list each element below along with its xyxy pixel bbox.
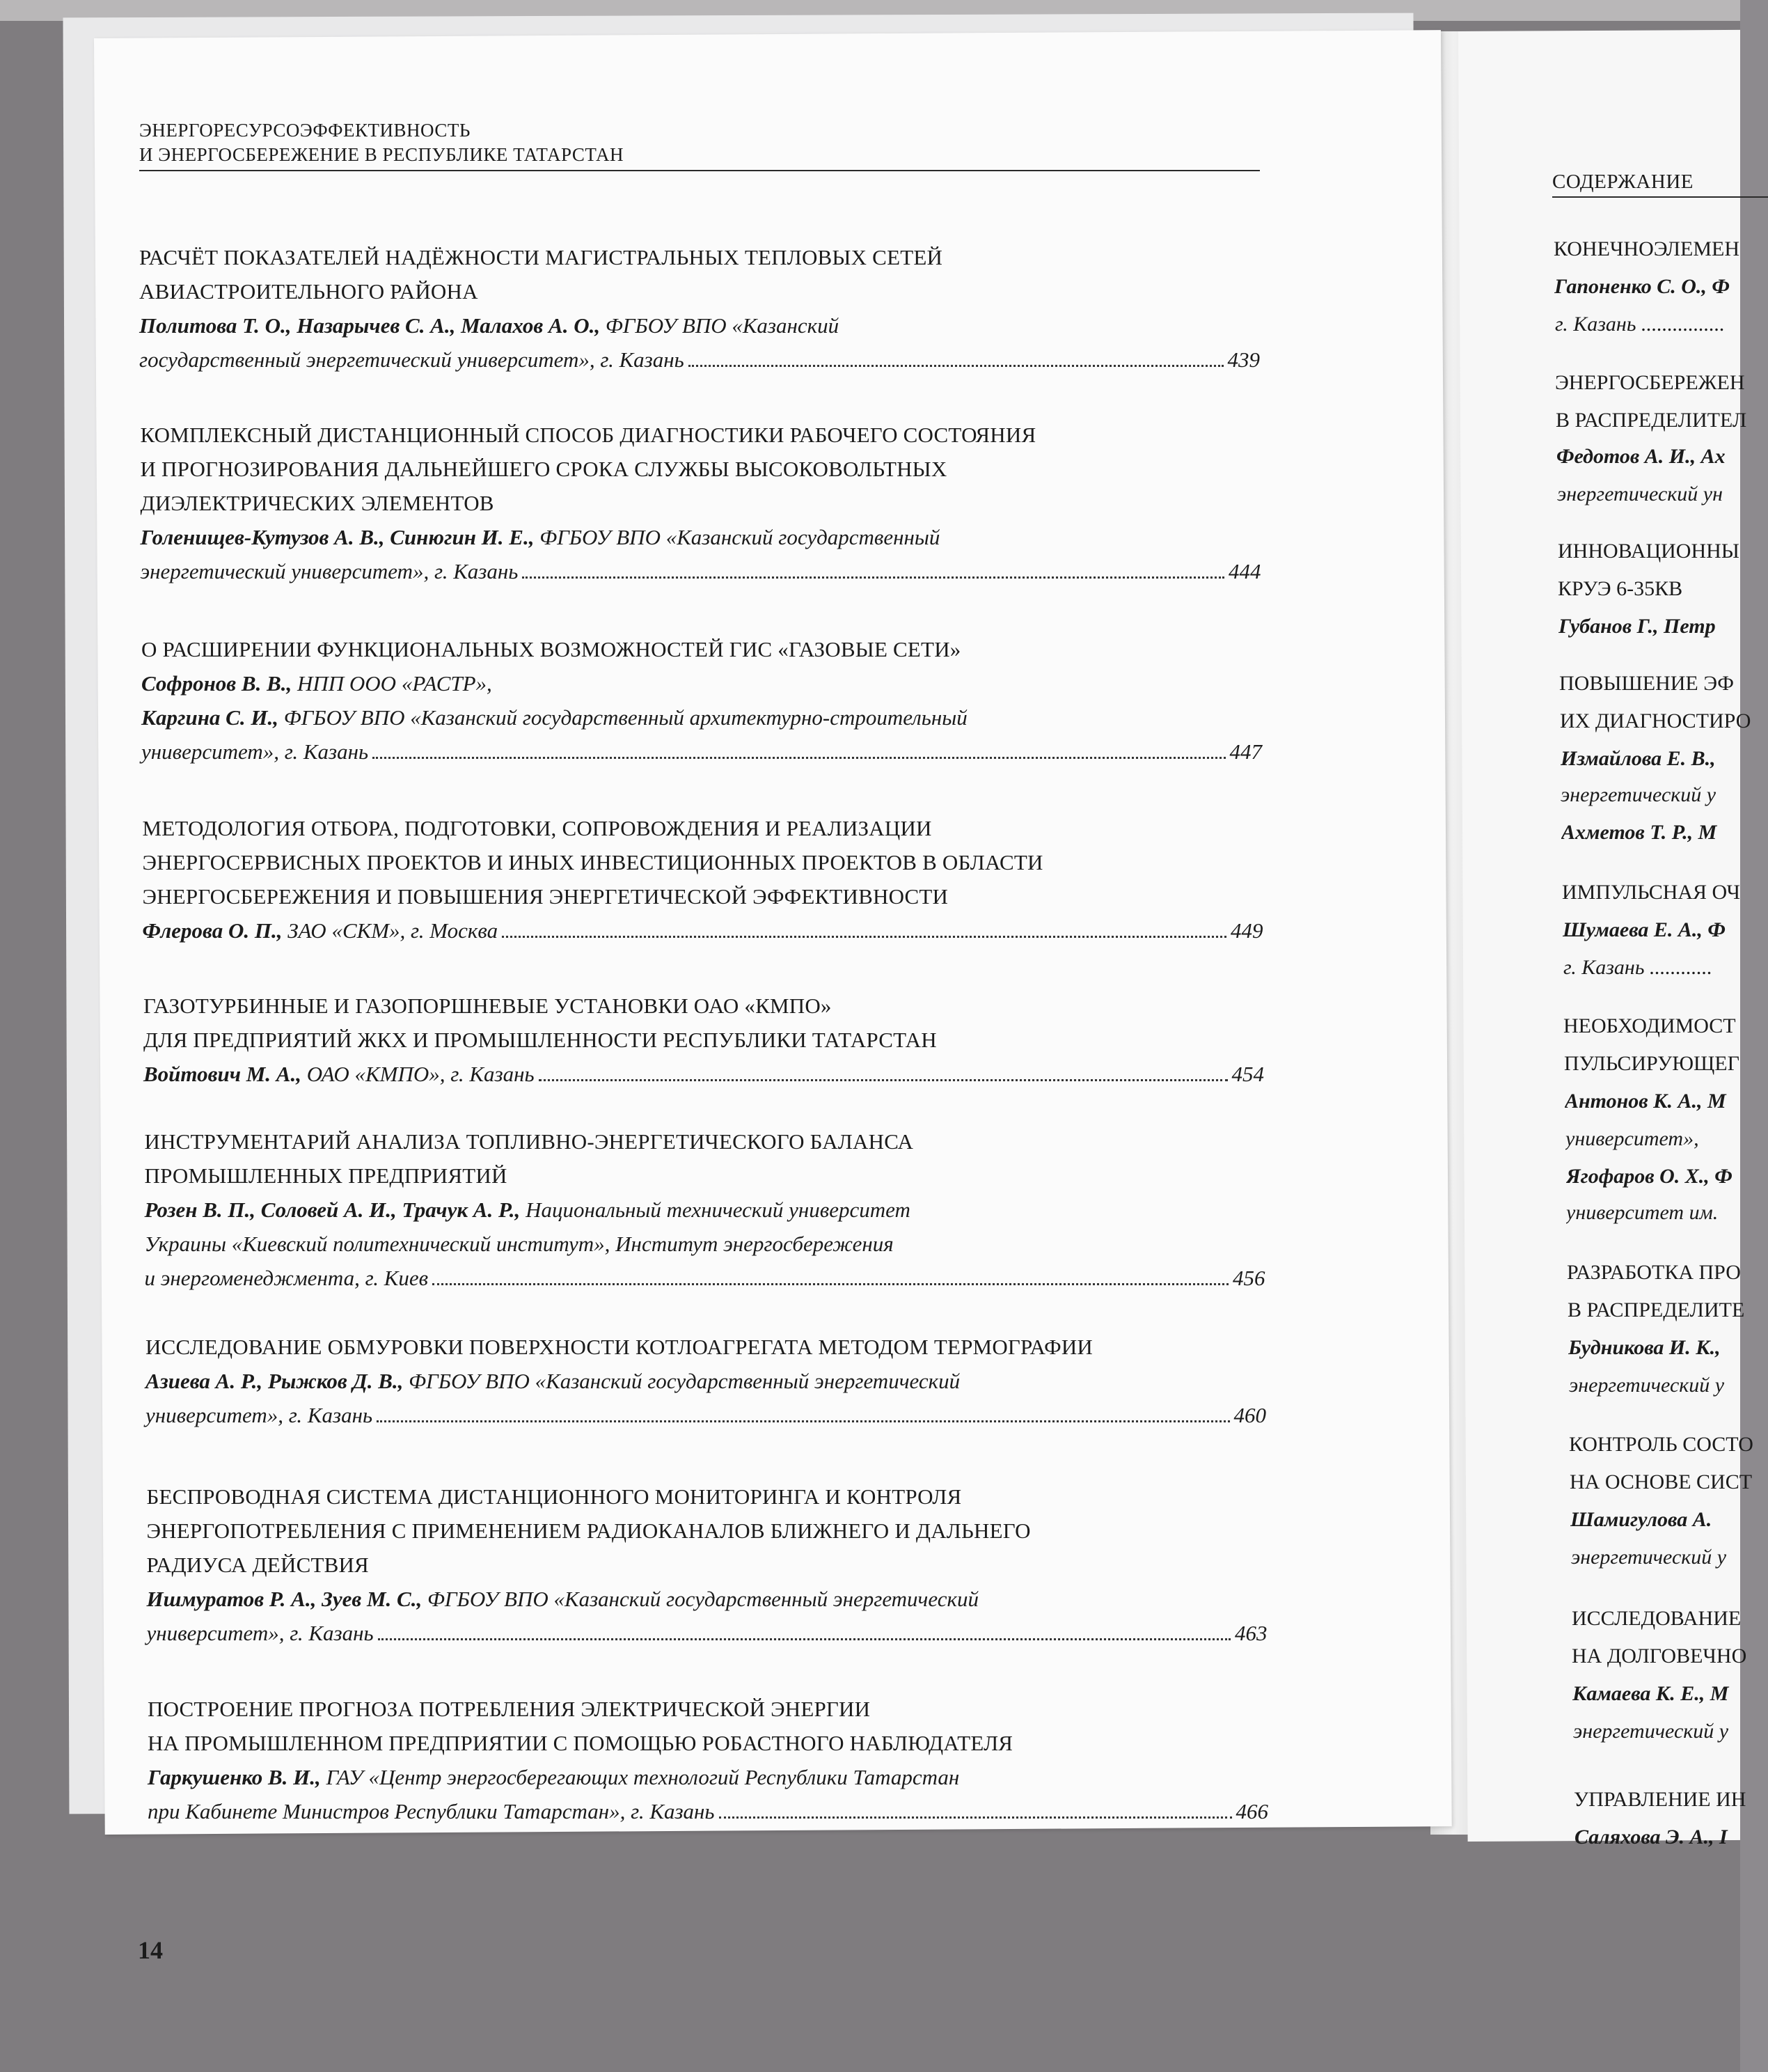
- entry-affiliation: ГАУ «Центр энергосберегающих технологий Республики Татарстан: [326, 1765, 960, 1789]
- right-entry-title: УПРАВЛЕНИЕ ИН: [1574, 1788, 1746, 1811]
- entry-page-line: [143, 913, 1263, 948]
- entry-authors-line: [141, 700, 1262, 735]
- entry-last-text: [141, 554, 519, 588]
- entry-title-line: БЕСПРОВОДНАЯ СИСТЕМА ДИСТАНЦИОННОГО МОНИТОРИНГА И КОНТРОЛЯ: [146, 1484, 962, 1509]
- entry-title-line: РАСЧЁТ ПОКАЗАТЕЛЕЙ НАДЁЖНОСТИ МАГИСТРАЛЬНЫХ ТЕПЛОВЫХ СЕТЕЙ: [139, 245, 943, 269]
- entry-last-text: [141, 735, 368, 769]
- right-entry-affiliation: энергетический у: [1571, 1546, 1727, 1569]
- right-entry-title: ЭНЕРГОСБЕРЕЖЕН: [1555, 371, 1745, 394]
- toc-entry: [147, 1480, 1268, 1650]
- right-entry-affiliation: г. Казань ................: [1555, 313, 1725, 336]
- right-entry-authors: Ягофаров О. Х., Ф: [1566, 1165, 1733, 1188]
- entry-page-number: 463: [1235, 1621, 1268, 1645]
- entry-title-line: ЭНЕРГОСБЕРЕЖЕНИЯ И ПОВЫШЕНИЯ ЭНЕРГЕТИЧЕСКОЙ ЭФФЕКТИВНОСТИ: [142, 884, 949, 909]
- entry-page-line: [148, 1794, 1268, 1828]
- entry-authors: Гаркушенко В. И.,: [148, 1765, 321, 1789]
- right-entry-title: НА ОСНОВЕ СИСТ: [1570, 1470, 1753, 1493]
- toc-entry: [148, 1692, 1268, 1828]
- right-entry-title: КОНЕЧНОЭЛЕМЕН: [1554, 237, 1739, 260]
- toc-entry: [145, 1330, 1266, 1432]
- entry-title-line: ПРОМЫШЛЕННЫХ ПРЕДПРИЯТИЙ: [144, 1163, 507, 1188]
- entry-affiliation: Национальный технический университет: [526, 1198, 910, 1222]
- toc-entry: [141, 418, 1261, 588]
- right-entry-title: ИМПУЛЬСНАЯ ОЧ: [1562, 881, 1740, 904]
- right-entry-title: ПОВЫШЕНИЕ ЭФ: [1559, 672, 1734, 695]
- entry-page-line: [145, 1261, 1265, 1295]
- entry-title-line: О РАСШИРЕНИИ ФУНКЦИОНАЛЬНЫХ ВОЗМОЖНОСТЕЙ ГИС «ГАЗОВЫЕ СЕТИ»: [141, 637, 961, 661]
- entry-title-line: И ПРОГНОЗИРОВАНИЯ ДАЛЬНЕЙШЕГО СРОКА СЛУЖБЫ ВЫСОКОВОЛЬТНЫХ: [140, 457, 947, 481]
- leader-dots: [378, 1638, 1231, 1640]
- entry-page-number: 454: [1231, 1062, 1264, 1086]
- right-entry-authors: Шамигулова А.: [1570, 1508, 1712, 1531]
- entry-authors: Войтович М. А.,: [143, 1062, 301, 1086]
- entry-authors: Ишмуратов Р. А., Зуев М. С.,: [146, 1587, 423, 1611]
- entry-title-line: МЕТОДОЛОГИЯ ОТБОРА, ПОДГОТОВКИ, СОПРОВОЖДЕНИЯ И РЕАЛИЗАЦИИ: [142, 816, 932, 840]
- entry-title-line: ЭНЕРГОПОТРЕБЛЕНИЯ С ПРИМЕНЕНИЕМ РАДИОКАНАЛОВ БЛИЖНЕГО И ДАЛЬНЕГО: [146, 1518, 1031, 1543]
- right-entry-title: РАЗРАБОТКА ПРО: [1567, 1261, 1741, 1284]
- entry-location: государственный энергетический университет», г. Казань: [139, 347, 684, 372]
- running-header-line-2: И ЭНЕРГОСБЕРЕЖЕНИЕ В РЕСПУБЛИКЕ ТАТАРСТАН: [139, 144, 624, 165]
- right-entry-affiliation: энергетический у: [1573, 1720, 1729, 1743]
- entry-page-number: 456: [1233, 1266, 1265, 1290]
- right-entry-authors: Антонов К. А., М: [1565, 1090, 1726, 1113]
- right-page-header-rule: [1552, 196, 1768, 198]
- entry-title-line: ИССЛЕДОВАНИЕ ОБМУРОВКИ ПОВЕРХНОСТИ КОТЛОАГРЕГАТА МЕТОДОМ ТЕРМОГРАФИИ: [145, 1335, 1094, 1359]
- leader-dots: [522, 576, 1224, 579]
- entry-location: ОАО «КМПО», г. Казань: [306, 1062, 535, 1086]
- entry-page-number: 449: [1231, 918, 1263, 943]
- entry-authors: Голенищев-Кутузов А. В., Синюгин И. Е.,: [140, 525, 535, 549]
- leader-dots: [377, 1420, 1229, 1422]
- entry-authors: Флерова О. П.,: [142, 918, 283, 943]
- entry-title-line: ДЛЯ ПРЕДПРИЯТИЙ ЖКХ И ПРОМЫШЛЕННОСТИ РЕСПУБЛИКИ ТАТАРСТАН: [143, 1028, 937, 1052]
- leader-dots: [502, 936, 1226, 938]
- right-entry-title: ПУЛЬСИРУЮЩЕГ: [1564, 1052, 1739, 1075]
- entry-authors-line: [147, 1582, 1268, 1616]
- entry-page-line: [143, 1057, 1264, 1091]
- entry-authors-line: [145, 1364, 1266, 1398]
- entry-affiliation: ФГБОУ ВПО «Казанский: [605, 313, 839, 338]
- right-entry-title: В РАСПРЕДЕЛИТЕЛ: [1556, 409, 1747, 432]
- entry-authors: Азиева А. Р., Рыжков Д. В.,: [145, 1369, 404, 1393]
- entry-authors-line: [148, 1760, 1268, 1794]
- right-entry-authors: Шумаева Е. А., Ф: [1563, 918, 1726, 941]
- right-entry-title: ИХ ДИАГНОСТИРО: [1560, 709, 1751, 732]
- entry-authors-line: [141, 666, 1262, 700]
- entry-last-text: [139, 343, 684, 377]
- right-entry-authors: Губанов Г., Петр: [1558, 615, 1716, 638]
- entry-last-text: [143, 1057, 535, 1091]
- entry-authors-line: [141, 520, 1261, 554]
- entry-location: университет», г. Казань: [141, 739, 369, 764]
- entry-affiliation: НПП ООО «РАСТР»,: [297, 671, 492, 696]
- right-page-header: СОДЕРЖАНИЕ: [1552, 171, 1694, 193]
- right-entry-title: КРУЭ 6-35КВ: [1558, 577, 1683, 600]
- toc-entry: [139, 240, 1260, 377]
- entry-page-number: 439: [1227, 347, 1260, 372]
- right-entry-authors: Федотов А. И., Ах: [1556, 445, 1726, 468]
- right-entry-affiliation: университет»,: [1565, 1127, 1699, 1150]
- right-entry-affiliation: энергетический ун: [1557, 482, 1723, 505]
- entry-title-line: ДИЭЛЕКТРИЧЕСКИХ ЭЛЕМЕНТОВ: [140, 491, 494, 515]
- entry-title-line: ЭНЕРГОСЕРВИСНЫХ ПРОЕКТОВ И ИНЫХ ИНВЕСТИЦИОННЫХ ПРОЕКТОВ В ОБЛАСТИ: [142, 850, 1043, 874]
- entry-last-text: [148, 1794, 715, 1828]
- entry-location: и энергоменеджмента, г. Киев: [144, 1266, 429, 1290]
- entry-page-line: [141, 735, 1262, 769]
- entry-title-line: НА ПРОМЫШЛЕННОМ ПРЕДПРИЯТИИ С ПОМОЩЬЮ РОБАСТНОГО НАБЛЮДАТЕЛЯ: [148, 1731, 1013, 1755]
- entry-page-line: [147, 1616, 1268, 1650]
- entry-location: ЗАО «СКМ», г. Москва: [287, 918, 498, 943]
- entry-last-text: [143, 913, 498, 948]
- right-entry-authors: Гапоненко С. О., Ф: [1554, 275, 1730, 298]
- entry-affiliation: ФГБОУ ВПО «Казанский государственный энергетический: [409, 1369, 961, 1393]
- entry-location: при Кабинете Министров Республики Татарстан», г. Казань: [148, 1799, 715, 1823]
- right-entry-affiliation: энергетический у: [1561, 783, 1716, 806]
- entry-last-text: [145, 1261, 429, 1295]
- entry-page-number: 444: [1229, 559, 1261, 583]
- entry-affiliation-line: Украины «Киевский политехнический институт», Институт энергосбережения: [144, 1232, 894, 1256]
- entry-page-line: [145, 1398, 1266, 1432]
- entry-title-line: КОМПЛЕКСНЫЙ ДИСТАНЦИОННЫЙ СПОСОБ ДИАГНОСТИКИ РАБОЧЕГО СОСТОЯНИЯ: [140, 423, 1036, 447]
- right-entry-authors: Измайлова Е. В.,: [1561, 747, 1716, 770]
- leader-dots: [372, 757, 1225, 759]
- running-header-line-1: ЭНЕРГОРЕСУРСОЭФФЕКТИВНОСТЬ: [139, 120, 471, 141]
- right-entry-affiliation: г. Казань ............: [1563, 956, 1712, 979]
- entry-location: энергетический университет», г. Казань: [140, 559, 519, 583]
- entry-affiliation: ФГБОУ ВПО «Казанский государственный энергетический: [427, 1587, 979, 1611]
- page-number: 14: [138, 1936, 163, 1964]
- leader-dots: [432, 1283, 1229, 1285]
- entry-page-line: [139, 343, 1260, 377]
- entry-authors: Каргина С. И.,: [141, 705, 278, 730]
- entry-title-line: ИНСТРУМЕНТАРИЙ АНАЛИЗА ТОПЛИВНО-ЭНЕРГЕТИЧЕСКОГО БАЛАНСА: [144, 1129, 914, 1154]
- right-entry-authors: Ахметов Т. Р., М: [1561, 821, 1717, 844]
- entry-title-line: ПОСТРОЕНИЕ ПРОГНОЗА ПОТРЕБЛЕНИЯ ЭЛЕКТРИЧЕСКОЙ ЭНЕРГИИ: [148, 1697, 871, 1721]
- running-header: [139, 118, 1260, 171]
- right-entry-title: ИССЛЕДОВАНИЕ: [1572, 1607, 1742, 1630]
- right-entry-title: НА ДОЛГОВЕЧНО: [1572, 1645, 1747, 1667]
- entry-title-line: РАДИУСА ДЕЙСТВИЯ: [146, 1553, 369, 1577]
- leader-dots: [719, 1816, 1232, 1819]
- entry-location: университет», г. Казань: [145, 1403, 373, 1427]
- entry-title-line: АВИАСТРОИТЕЛЬНОГО РАЙОНА: [139, 279, 478, 304]
- entry-authors: Розен В. П., Соловей А. И., Трачук А. Р.,: [144, 1198, 521, 1222]
- entry-page-line: [141, 554, 1261, 588]
- entry-title-line: ГАЗОТУРБИННЫЕ И ГАЗОПОРШНЕВЫЕ УСТАНОВКИ ОАО «КМПО»: [143, 994, 832, 1018]
- toc-entry: [143, 989, 1264, 1091]
- entry-authors: Политова Т. О., Назарычев С. А., Малахов А. О.,: [139, 313, 601, 338]
- entry-affiliation: ФГБОУ ВПО «Казанский государственный архитектурно-строительный: [283, 705, 968, 730]
- right-entry-authors: Саляхова Э. А., I: [1574, 1826, 1728, 1849]
- right-entry-title: ИННОВАЦИОННЫ: [1558, 540, 1739, 563]
- right-entry-title: КОНТРОЛЬ СОСТО: [1569, 1433, 1753, 1456]
- entry-authors: Софронов В. В.,: [141, 671, 292, 696]
- right-entry-affiliation: университет им.: [1566, 1201, 1719, 1224]
- entry-page-number: 460: [1233, 1403, 1266, 1427]
- entry-authors-line: [145, 1193, 1265, 1227]
- toc-entry: [141, 632, 1262, 769]
- entry-affiliation: ФГБОУ ВПО «Казанский государственный: [539, 525, 940, 549]
- entry-location: университет», г. Казань: [146, 1621, 374, 1645]
- toc-entry: [143, 811, 1263, 948]
- entry-page-number: 466: [1236, 1799, 1268, 1823]
- right-entry-title: НЕОБХОДИМОСТ: [1563, 1014, 1736, 1037]
- right-entry-authors: Камаева К. Е., М: [1572, 1682, 1729, 1705]
- toc-entry: [145, 1124, 1265, 1295]
- entry-authors-line: [139, 308, 1260, 343]
- right-entry-affiliation: энергетический у: [1569, 1374, 1725, 1397]
- right-entry-authors: Будникова И. К.,: [1568, 1336, 1721, 1359]
- entry-last-text: [145, 1398, 372, 1432]
- right-entry-title: В РАСПРЕДЕЛИТЕ: [1568, 1298, 1745, 1321]
- entry-last-text: [147, 1616, 374, 1650]
- entry-page-number: 447: [1229, 739, 1262, 764]
- leader-dots: [539, 1079, 1228, 1081]
- leader-dots: [688, 365, 1224, 367]
